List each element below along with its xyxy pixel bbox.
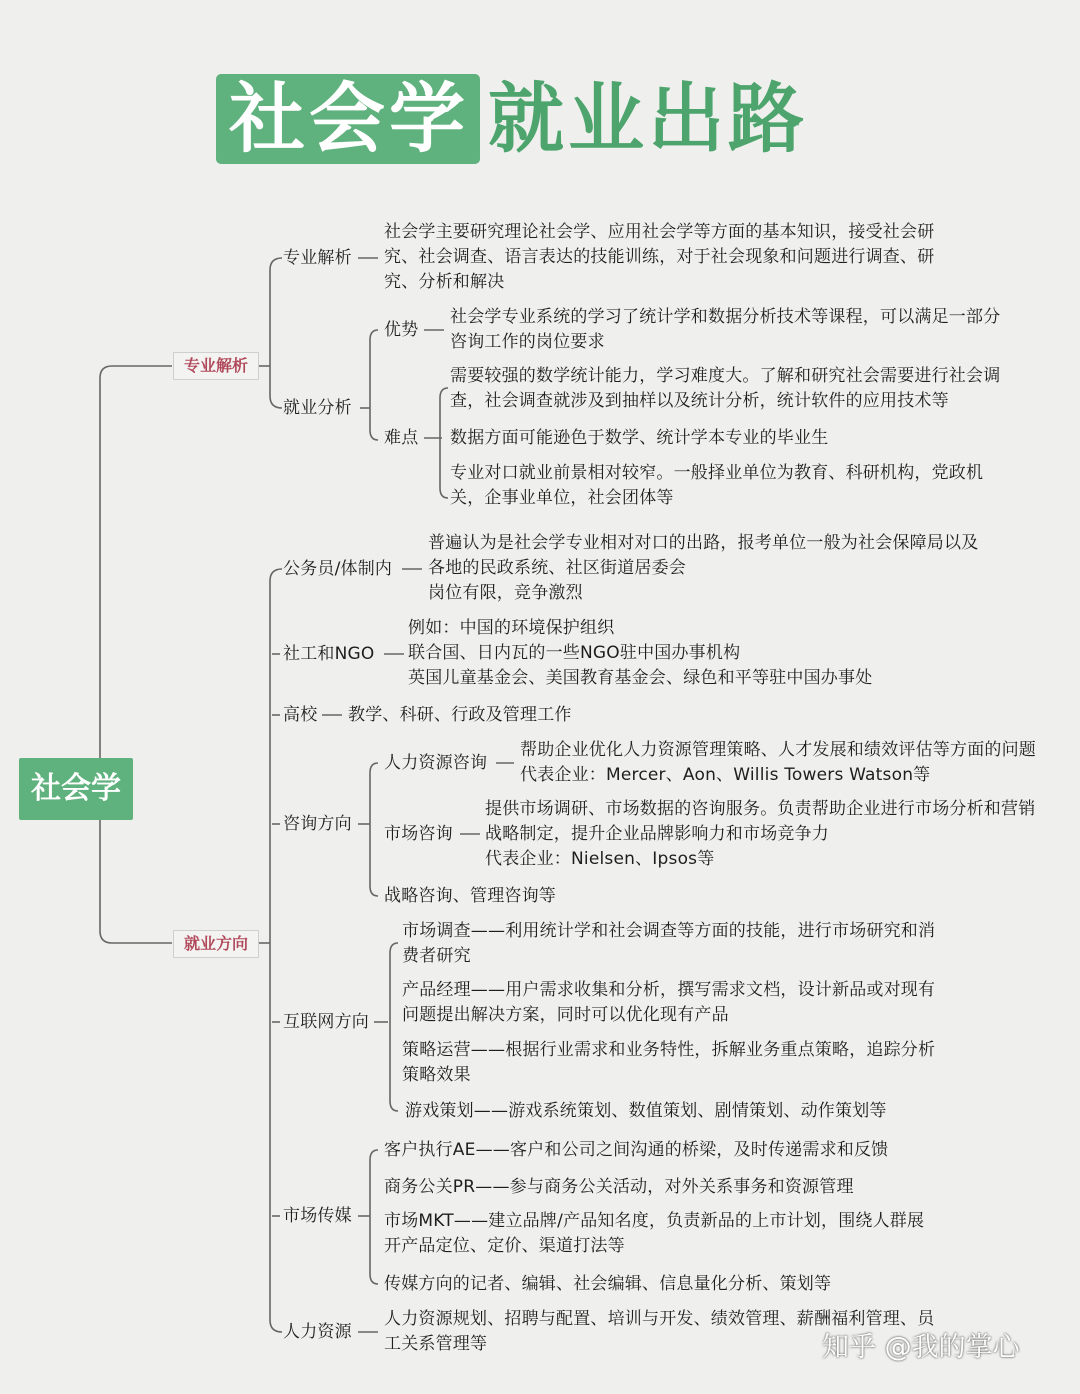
major-analysis-line-1: 社会学主要研究理论社会学、应用社会学等方面的基本知识，接受社会研 [384,222,935,242]
advantage-line-1: 社会学专业系统的学习了统计学和数据分析技术等课程，可以满足一部分 [450,307,1001,327]
category-badge-directions: 就业方向 [173,930,259,958]
node-hr-consulting: 人力资源咨询 [384,753,488,773]
node-internet: 互联网方向 [283,1012,369,1032]
internet-2-line-1: 产品经理——用户需求收集和分析，撰写需求文档，设计新品或对现有 [402,980,936,1000]
internet-1-line-2: 费者研究 [402,946,471,966]
node-social-work-ngo: 社工和NGO [283,644,375,664]
major-analysis-line-2: 究、社会调查、语言表达的技能训练，对于社会现象和问题进行调查、研 [384,247,935,267]
node-major-analysis: 专业解析 [283,248,352,268]
node-market-consulting: 市场咨询 [384,824,453,844]
ngo-line-2: 联合国、日内瓦的一些NGO驻中国办事机构 [408,643,741,663]
hr-line-2: 工关系管理等 [384,1334,488,1354]
difficulty-3-line-2: 关，企事业单位，社会团体等 [450,488,674,508]
node-advantage: 优势 [384,320,419,340]
node-university: 高校 [283,705,318,725]
media-3-line-1: 市场MKT——建立品牌/产品知名度，负责新品的上市计划，围绕人群展 [384,1211,925,1231]
internet-1-line-1: 市场调查——利用统计学和社会调查等方面的技能，进行市场研究和消 [402,921,936,941]
internet-3-line-2: 策略效果 [402,1065,471,1085]
hr-line-1: 人力资源规划、招聘与配置、培训与开发、绩效管理、薪酬福利管理、员 [384,1309,935,1329]
media-4: 传媒方向的记者、编辑、社会编辑、信息量化分析、策划等 [384,1274,832,1294]
difficulty-2: 数据方面可能逊色于数学、统计学本专业的毕业生 [450,428,829,448]
market-consulting-line-3: 代表企业：Nielsen、Ipsos等 [485,849,715,869]
media-3-line-2: 开产品定位、定价、渠道打法等 [384,1236,625,1256]
node-civil-servant: 公务员/体制内 [283,559,393,579]
category-badge-analysis: 专业解析 [173,352,259,380]
media-2: 商务公关PR——参与商务公关活动，对外关系事务和资源管理 [384,1177,854,1197]
major-analysis-line-3: 究、分析和解决 [384,272,505,292]
page-title-part1: 社会学 [229,74,469,163]
node-human-resources: 人力资源 [283,1322,352,1342]
node-difficulty: 难点 [384,428,419,448]
node-employment-analysis: 就业分析 [283,398,352,418]
civil-servant-line-3: 岗位有限，竞争激烈 [428,583,583,603]
strategy-consulting: 战略咨询、管理咨询等 [384,886,556,906]
hr-consulting-line-1: 帮助企业优化人力资源管理策略、人才发展和绩效评估等方面的问题 [520,740,1036,760]
civil-servant-line-1: 普遍认为是社会学专业相对对口的出路，报考单位一般为社会保障局以及 [428,533,979,553]
civil-servant-line-2: 各地的民政系统、社区街道居委会 [428,558,686,578]
hr-consulting-line-2: 代表企业：Mercer、Aon、Willis Towers Watson等 [520,765,931,785]
ngo-line-1: 例如：中国的环境保护组织 [408,618,615,638]
watermark: 知乎 @我的掌心 [822,1332,1020,1363]
internet-2-line-2: 问题提出解决方案，同时可以优化现有产品 [402,1005,729,1025]
page-title-part2: 就业出路 [488,74,808,163]
university-desc: 教学、科研、行政及管理工作 [348,705,572,725]
market-consulting-line-1: 提供市场调研、市场数据的咨询服务。负责帮助企业进行市场分析和营销 [485,799,1036,819]
internet-4: 游戏策划——游戏系统策划、数值策划、剧情策划、动作策划等 [405,1101,887,1121]
difficulty-1-line-1: 需要较强的数学统计能力，学习难度大。了解和研究社会需要进行社会调 [450,366,1001,386]
root-node: 社会学 [19,758,133,820]
internet-3-line-1: 策略运营——根据行业需求和业务特性，拆解业务重点策略，追踪分析 [402,1040,936,1060]
media-1: 客户执行AE——客户和公司之间沟通的桥梁，及时传递需求和反馈 [384,1140,889,1160]
difficulty-3-line-1: 专业对口就业前景相对较窄。一般择业单位为教育、科研机构，党政机 [450,463,984,483]
node-consulting: 咨询方向 [283,814,352,834]
advantage-line-2: 咨询工作的岗位要求 [450,332,605,352]
ngo-line-3: 英国儿童基金会、美国教育基金会、绿色和平等驻中国办事处 [408,668,873,688]
market-consulting-line-2: 战略制定，提升企业品牌影响力和市场竞争力 [485,824,829,844]
difficulty-1-line-2: 查，社会调查就涉及到抽样以及统计分析，统计软件的应用技术等 [450,391,949,411]
node-marketing-media: 市场传媒 [283,1206,352,1226]
